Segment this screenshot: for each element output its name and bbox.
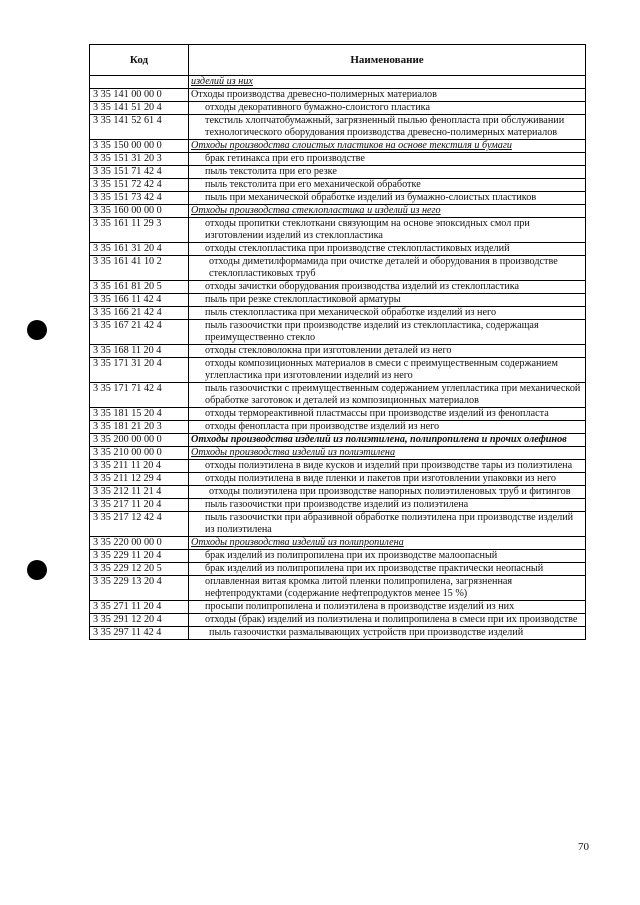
table-row — [90, 421, 586, 434]
waste-code: 3 35 141 00 00 0 — [90, 89, 189, 102]
table-row — [90, 486, 586, 499]
waste-name: оплавленная витая кромка литой пленки полипропилена, загрязненная нефтепродуктами (содержание нефтепродуктов менее 15 %) — [189, 576, 586, 601]
waste-code: 3 35 217 12 42 4 — [90, 512, 189, 537]
table-row — [90, 447, 586, 460]
table-row — [90, 89, 586, 102]
table-row — [90, 192, 586, 205]
waste-name: Отходы производства стеклопластика и изделий из него — [189, 205, 586, 218]
table-body — [90, 76, 586, 640]
waste-name: Отходы производства древесно-полимерных материалов — [189, 89, 586, 102]
waste-name: текстиль хлопчатобумажный, загрязненный пылью фенопласта при обслуживании технологического оборудования производства древесно-полимерных материалов — [189, 115, 586, 140]
waste-classification-table — [89, 44, 586, 640]
table-row — [90, 281, 586, 294]
waste-code: 3 35 229 12 20 5 — [90, 563, 189, 576]
waste-name: пыль газоочистки размалывающих устройств при производстве изделий — [189, 627, 586, 640]
waste-name: отходы стекловолокна при изготовлении деталей из него — [189, 345, 586, 358]
table-row — [90, 166, 586, 179]
waste-name: пыль стеклопластика при механической обработке изделий из него — [189, 307, 586, 320]
table-row — [90, 614, 586, 627]
waste-code: 3 35 151 31 20 3 — [90, 153, 189, 166]
waste-name: отходы декоративного бумажно-слоистого пластика — [189, 102, 586, 115]
punch-hole-top — [27, 320, 47, 340]
table-row — [90, 563, 586, 576]
waste-name: отходы термореактивной пластмассы при производстве изделий из фенопласта — [189, 408, 586, 421]
waste-code: 3 35 166 21 42 4 — [90, 307, 189, 320]
waste-name: пыль газоочистки при абразивной обработке полиэтилена при производстве изделий из полиэтилена — [189, 512, 586, 537]
waste-code: 3 35 141 52 61 4 — [90, 115, 189, 140]
table-row — [90, 307, 586, 320]
waste-code: 3 35 151 72 42 4 — [90, 179, 189, 192]
table-row — [90, 408, 586, 421]
waste-code: 3 35 167 21 42 4 — [90, 320, 189, 345]
waste-name: отходы зачистки оборудования производства изделий из стеклопластика — [189, 281, 586, 294]
waste-code: 3 35 297 11 42 4 — [90, 627, 189, 640]
waste-name: брак изделий из полипропилена при их производстве практически неопасный — [189, 563, 586, 576]
punch-hole-bottom — [27, 560, 47, 580]
waste-code: 3 35 271 11 20 4 — [90, 601, 189, 614]
table-row — [90, 473, 586, 486]
waste-name: отходы полиэтилена при производстве напорных полиэтиленовых труб и фитингов — [189, 486, 586, 499]
table-header-row — [90, 45, 586, 76]
waste-name: изделий из них — [189, 76, 586, 89]
waste-code: 3 35 168 11 20 4 — [90, 345, 189, 358]
waste-name: отходы композиционных материалов в смеси с преимущественным содержанием углепластика при изготовлении изделий из него — [189, 358, 586, 383]
waste-name: отходы фенопласта при производстве изделий из него — [189, 421, 586, 434]
waste-name: пыль газоочистки при производстве изделий из полиэтилена — [189, 499, 586, 512]
table-row — [90, 537, 586, 550]
waste-name: просыпи полипропилена и полиэтилена в производстве изделий из них — [189, 601, 586, 614]
page-number: 70 — [578, 841, 589, 853]
waste-name: отходы диметилформамида при очистке деталей и оборудования в производстве стеклопластиковых труб — [189, 256, 586, 281]
table-row — [90, 140, 586, 153]
waste-code: 3 35 200 00 00 0 — [90, 434, 189, 447]
table-row — [90, 320, 586, 345]
table-row — [90, 499, 586, 512]
waste-name: пыль текстолита при его механической обработке — [189, 179, 586, 192]
waste-name: отходы полиэтилена в виде пленки и пакетов при изготовлении упаковки из него — [189, 473, 586, 486]
waste-name: пыль газоочистки при производстве изделий из стеклопластика, содержащая преимущественно стекло — [189, 320, 586, 345]
waste-name: Отходы производства изделий из полипропилена — [189, 537, 586, 550]
table-row — [90, 576, 586, 601]
waste-name: Отходы производства изделий из полиэтилена, полипропилена и прочих олефинов — [189, 434, 586, 447]
table-row — [90, 512, 586, 537]
table-row — [90, 345, 586, 358]
waste-code: 3 35 151 73 42 4 — [90, 192, 189, 205]
table-row — [90, 153, 586, 166]
table-row — [90, 205, 586, 218]
table-row — [90, 294, 586, 307]
table-row — [90, 460, 586, 473]
table-row — [90, 601, 586, 614]
waste-name: отходы пропитки стеклоткани связующим на основе эпоксидных смол при изготовлении изделий из стеклопластика — [189, 218, 586, 243]
waste-code: 3 35 217 11 20 4 — [90, 499, 189, 512]
waste-name: пыль текстолита при его резке — [189, 166, 586, 179]
table-row — [90, 218, 586, 243]
waste-code: 3 35 161 41 10 2 — [90, 256, 189, 281]
waste-code: 3 35 150 00 00 0 — [90, 140, 189, 153]
table-row — [90, 115, 586, 140]
waste-code: 3 35 161 31 20 4 — [90, 243, 189, 256]
waste-name: пыль при механической обработке изделий из бумажно-слоистых пластиков — [189, 192, 586, 205]
table-row — [90, 179, 586, 192]
waste-name: пыль при резке стеклопластиковой арматуры — [189, 294, 586, 307]
table-row — [90, 383, 586, 408]
table-row — [90, 550, 586, 563]
code-column-header: Код — [90, 45, 189, 76]
waste-code: 3 35 210 00 00 0 — [90, 447, 189, 460]
waste-code: 3 35 229 11 20 4 — [90, 550, 189, 563]
waste-name: отходы полиэтилена в виде кусков и изделий при производстве тары из полиэтилена — [189, 460, 586, 473]
waste-code: 3 35 181 21 20 3 — [90, 421, 189, 434]
waste-name: брак гетинакса при его производстве — [189, 153, 586, 166]
waste-code: 3 35 151 71 42 4 — [90, 166, 189, 179]
waste-name: отходы стеклопластика при производстве стеклопластиковых изделий — [189, 243, 586, 256]
table-row — [90, 434, 586, 447]
table-row — [90, 256, 586, 281]
waste-code: 3 35 166 11 42 4 — [90, 294, 189, 307]
waste-code: 3 35 171 71 42 4 — [90, 383, 189, 408]
waste-name: брак изделий из полипропилена при их производстве малоопасный — [189, 550, 586, 563]
waste-code — [90, 76, 189, 89]
waste-code: 3 35 211 11 20 4 — [90, 460, 189, 473]
waste-code: 3 35 291 12 20 4 — [90, 614, 189, 627]
waste-name: Отходы производства слоистых пластиков на основе текстиля и бумаги — [189, 140, 586, 153]
waste-code: 3 35 211 12 29 4 — [90, 473, 189, 486]
waste-code: 3 35 181 15 20 4 — [90, 408, 189, 421]
waste-code: 3 35 220 00 00 0 — [90, 537, 189, 550]
waste-code: 3 35 161 11 29 3 — [90, 218, 189, 243]
waste-name: отходы (брак) изделий из полиэтилена и полипропилена в смеси при их производстве — [189, 614, 586, 627]
table-row — [90, 102, 586, 115]
waste-code: 3 35 160 00 00 0 — [90, 205, 189, 218]
table-row — [90, 627, 586, 640]
waste-code: 3 35 171 31 20 4 — [90, 358, 189, 383]
table-row — [90, 358, 586, 383]
name-column-header: Наименование — [189, 45, 586, 76]
waste-code: 3 35 212 11 21 4 — [90, 486, 189, 499]
table-row — [90, 76, 586, 89]
waste-name: пыль газоочистки с преимущественным содержанием углепластика при механической обработке заготовок и деталей из композиционных материалов — [189, 383, 586, 408]
table-row — [90, 243, 586, 256]
waste-name: Отходы производства изделий из полиэтилена — [189, 447, 586, 460]
waste-code: 3 35 141 51 20 4 — [90, 102, 189, 115]
waste-code: 3 35 161 81 20 5 — [90, 281, 189, 294]
waste-code: 3 35 229 13 20 4 — [90, 576, 189, 601]
